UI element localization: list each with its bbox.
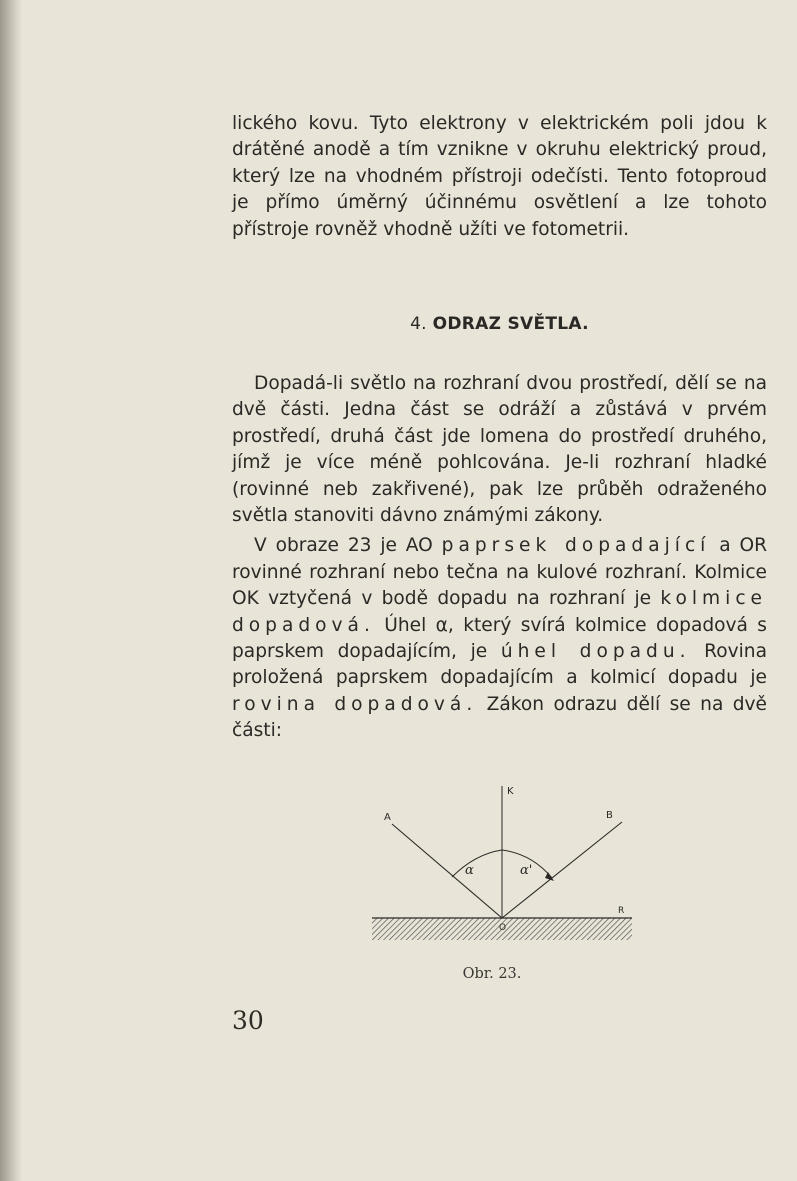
page-binding-shadow xyxy=(0,0,22,1181)
term-normal: kolmice dopadová. xyxy=(232,588,767,636)
reflection-diagram-svg xyxy=(360,782,640,947)
label-r: R xyxy=(618,906,625,916)
page-number: 30 xyxy=(232,1006,264,1035)
text-part-2: a OR rovinné rozhraní nebo tečna na kulové rozhraní. Kolmice OK vztyčená v bodě dopadu na rozhraní je xyxy=(232,535,768,610)
label-alpha-prime: α' xyxy=(520,863,533,878)
label-a: A xyxy=(384,812,391,823)
main-text xyxy=(232,371,767,745)
section-title: ODRAZ SVĚTLA. xyxy=(432,314,589,334)
text-part-1: V obraze 23 je AO xyxy=(254,535,433,557)
label-k: K xyxy=(507,786,514,797)
section-number: 4. xyxy=(410,314,427,334)
term-incident-ray: paprsek dopadající xyxy=(441,535,711,557)
label-o: O xyxy=(499,923,507,933)
incident-ray xyxy=(392,824,502,918)
label-alpha: α xyxy=(465,863,474,878)
text-part-5: Zákon odrazu dělí se na dvě části: xyxy=(232,693,767,742)
term-angle-of-incidence: úhel dopadu. xyxy=(500,641,691,663)
paragraph-reflection-intro: Dopadá-li světlo na rozhraní dvou prostředí, dělí se na dvě části. Jedna část se odráží a zůstává v prvém prostředí, druhá část jde lomena do prostředí druhého, jímž je více méně pohlcována. Je-li rozhraní hladké (rovinné neb zakřivené), pak lze průběh odraženého světla stanoviti dávno známými zákony. xyxy=(232,373,767,527)
section-heading xyxy=(232,314,767,334)
label-b: B xyxy=(606,810,613,821)
text-part-3: Úhel α, který svírá kolmice dopadová s paprskem dopadajícím, je xyxy=(232,614,767,663)
reflection-diagram xyxy=(360,782,640,947)
angle-arc-incidence xyxy=(452,850,502,877)
paragraph-figure-description xyxy=(232,533,767,744)
top-paragraph: lického kovu. Tyto elektrony v elektrickém poli jdou k drátěné anodě a tím vznikne v okruhu elektrický proud, který lze na vhodném přístroji odečísti. Tento fotoproud je přímo úměrný účinnému osvětlení a lze tohoto přístroje rovněž vhodně užíti ve fotometrii. xyxy=(232,113,767,240)
figure-caption: Obr. 23. xyxy=(462,966,522,982)
term-plane-of-incidence: rovina dopadová. xyxy=(232,693,478,715)
text-part-4: Rovina proložená paprskem dopadajícím a kolmicí dopadu je xyxy=(232,641,767,689)
